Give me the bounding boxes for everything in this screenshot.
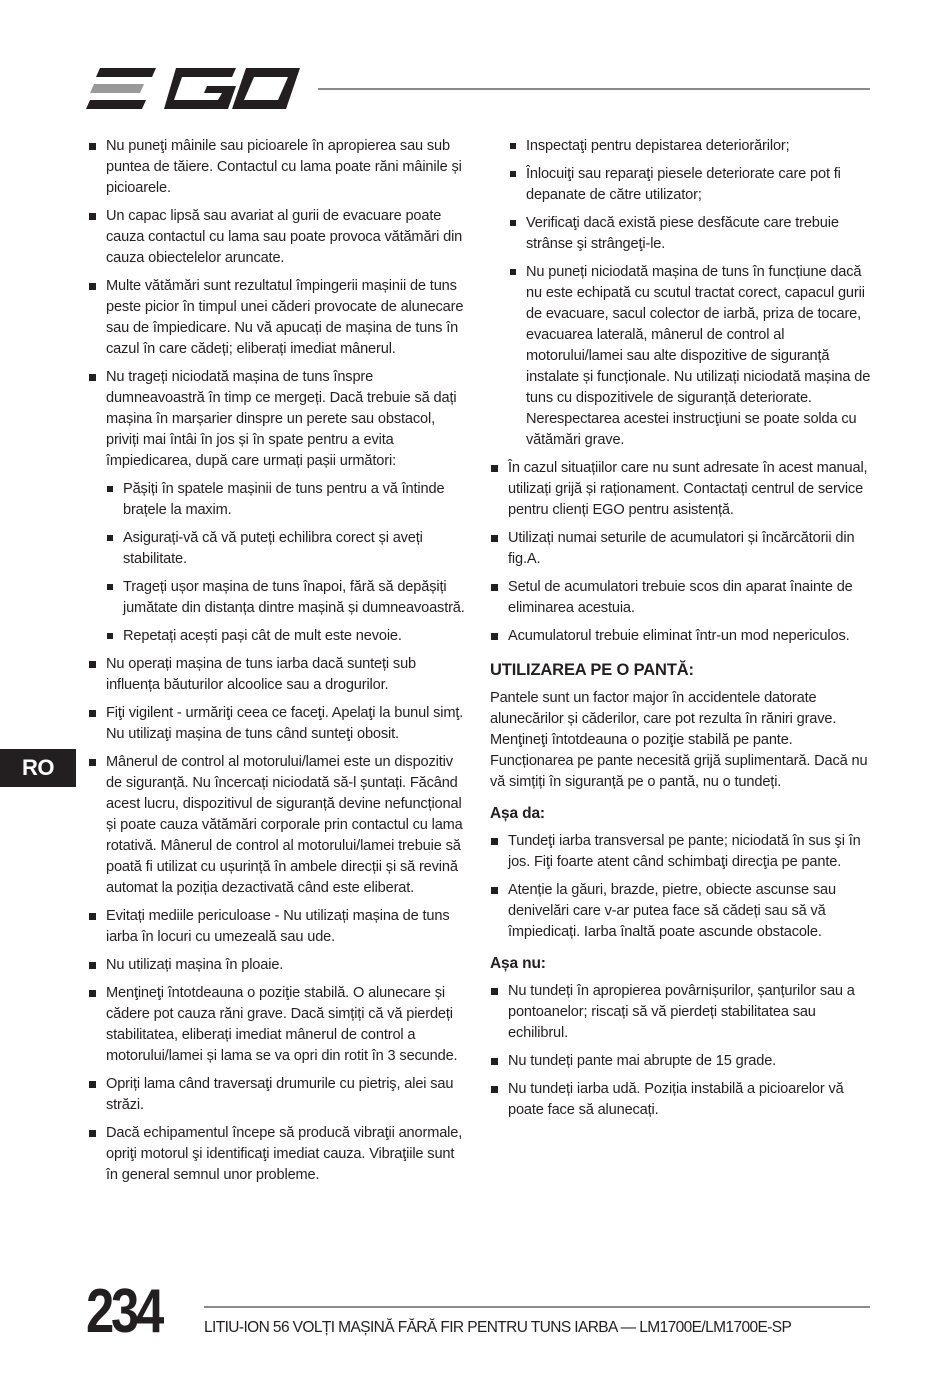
sub-list-item — [106, 626, 470, 647]
list-item — [490, 1079, 872, 1121]
left-column — [88, 136, 470, 1193]
footer-divider — [204, 1306, 870, 1308]
list-item-text: Nu trageți niciodată mașina de tuns înspre dumneavoastră în timp ce mergeți. Dacă trebuie să dați mașina în marșarier dinspre un perete sau obstacol, priviți mai întâi în jos și în spate pentru a evita împiedicarea, după care urmați pașii următori: — [106, 369, 457, 469]
right-column — [490, 136, 872, 1128]
list-item — [88, 276, 470, 360]
list-item-text: Atenție la găuri, brazde, pietre, obiecte ascunse sau denivelări care v-ar putea face să cădeți sau să vă împiedicați. Iarba înaltă poate ascunde obstacole. — [508, 882, 836, 940]
list-item-text: Mânerul de control al motorului/lamei este un dispozitiv de siguranță. Nu încercați niciodată să-l șuntați. Făcând acest lucru, dispozitivul de siguranță devine nefuncțional și poate cauza vătămări corporale prin contactul cu lama rotativă. Mânerul de control al motorului/lamei trebuie să poată fi utilizat cu ușurință în ambele direcții și să revină automat la poziția dezactivată când este eliberat. — [106, 754, 463, 896]
dont-list — [490, 981, 872, 1121]
sub-list-item-text: Pășiți în spatele mașinii de tuns pentru a vă întinde brațele la maxim. — [123, 481, 445, 518]
list-item-text: Evitați mediile periculoase - Nu utilizați mașina de tuns iarba în locuri cu umezeală sau ude. — [106, 908, 450, 945]
slope-section-heading: UTILIZAREA PE O PANTĂ: — [490, 661, 694, 679]
right-bullet-list — [490, 458, 872, 647]
list-item-text: Setul de acumulatori trebuie scos din aparat înainte de eliminarea acestuia. — [508, 579, 853, 616]
list-item-text: Nu utilizați mașina în ploaie. — [106, 957, 284, 973]
header-divider — [318, 88, 870, 90]
list-item-text: Utilizați numai seturile de acumulatori și încărcătorii din fig.A. — [508, 530, 855, 567]
list-item — [88, 983, 470, 1067]
ego-logo — [86, 64, 300, 114]
sub-list-item-text: Înlocuiţi sau reparaţi piesele deteriorate care pot fi depanate de către utilizator; — [526, 166, 841, 203]
sub-list-item-text: Asigurați-vă că vă puteți echilibra corect și aveți stabilitate. — [123, 530, 423, 567]
sub-list-item — [509, 213, 872, 255]
sub-list-item-text: Nu puneți niciodată mașina de tuns în funcțiune dacă nu este echipată cu scutul tractat corect, capacul gurii de evacuare, sacul colector de iarbă, priza de tocare, evacuarea laterală, mânerul de control al motorului/lamei sau alte dispozitive de siguranță instalate și funcționale. Nu utilizați niciodată mașina de tuns cu dispozitivele de siguranță deteriorate. Nerespectarea acestei instrucţiuni se poate solda cu vătămări grave. — [526, 264, 871, 448]
list-item-text: Nu puneţi mâinile sau picioarele în apropierea sau sub puntea de tăiere. Contactul cu lama poate răni mâinile și picioarele. — [106, 138, 462, 196]
list-item — [490, 458, 872, 521]
list-item-text: Acumulatorul trebuie eliminat într-un mod nepericulos. — [508, 628, 850, 644]
list-item — [88, 1123, 470, 1186]
do-list — [490, 831, 872, 943]
footer-title: LITIU-ION 56 VOLȚI MAȘINĂ FĂRĂ FIR PENTRU TUNS IARBA — LM1700E/LM1700E-SP — [204, 1319, 792, 1336]
list-item-text: Nu tundeți pante mai abrupte de 15 grade. — [508, 1053, 777, 1069]
sub-list-item — [106, 479, 470, 521]
sub-list-item-text: Inspectaţi pentru depistarea deteriorărilor; — [526, 138, 790, 154]
list-item-text: Fiţi vigilent - urmăriţi ceea ce faceţi. Apelaţi la bunul simţ. Nu utilizaţi mașina de tuns când sunteţi obosit. — [106, 705, 464, 742]
list-item — [88, 752, 470, 899]
list-item — [88, 206, 470, 269]
list-item-text: Opriți lama când traversaţi drumurile cu pietriş, alei sau străzi. — [106, 1076, 454, 1113]
list-item — [490, 1051, 872, 1072]
list-item — [490, 528, 872, 570]
list-item — [490, 981, 872, 1044]
sub-list-item-text: Verificaţi dacă există piese desfăcute care trebuie strânse şi strângeţi-le. — [526, 215, 839, 252]
list-item-text: Menţineţi întotdeauna o poziţie stabilă. O alunecare și cădere pot cauza răni grave. Dacă simțiți că vă pierdeți stabilitatea, eliberați imediat mânerul de control a motorului/lamei și lama se va opri din rotit în 3 secunde. — [106, 985, 458, 1064]
list-item — [88, 955, 470, 976]
sub-list-item — [106, 577, 470, 619]
list-item — [490, 831, 872, 873]
list-item — [490, 880, 872, 943]
list-item — [88, 654, 470, 696]
sub-bullet-list — [106, 479, 470, 647]
list-item — [88, 906, 470, 948]
continued-sub-bullet-list — [509, 136, 872, 451]
do-heading: Așa da: — [490, 805, 545, 822]
left-bullet-list — [88, 136, 470, 1186]
list-item-text: Dacă echipamentul începe să producă vibraţii anormale, opriţi motorul şi identificaţi imediat cauza. Vibraţiile sunt în general semnul unor probleme. — [106, 1125, 463, 1183]
dont-heading: Așa nu: — [490, 955, 546, 972]
sub-list-item — [509, 262, 872, 451]
list-item-text: În cazul situațiilor care nu sunt adresate în acest manual, utilizați grijă și raționament. Contactați centrul de service pentru clienți EGO pentru asistență. — [508, 460, 868, 518]
sub-list-item-text: Repetați acești pași cât de mult este nevoie. — [123, 628, 402, 644]
list-item-text: Nu tundeți iarba udă. Poziția instabilă a picioarelor vă poate face să alunecați. — [508, 1081, 844, 1118]
list-item — [88, 367, 470, 647]
language-tab: RO — [0, 749, 76, 787]
page-number: 234 — [86, 1277, 161, 1346]
ego-logo-mark — [86, 64, 300, 114]
sub-list-item — [509, 164, 872, 206]
list-item — [490, 626, 872, 647]
sub-list-item — [106, 528, 470, 570]
slope-intro-paragraph: Pantele sunt un factor major în accidentele datorate alunecărilor și căderilor, care pot rezulta în răniri grave. Menţineţi întotdeauna o poziţie stabilă pe pante. Funcționarea pe pante necesită grijă suplimentară. Dacă nu vă simțiți în siguranță pe o pantă, nu o tundeți. — [490, 690, 868, 790]
sub-list-item-text: Trageți ușor mașina de tuns înapoi, fără să depășiți jumătate din distanța dintre mașină și dumneavoastră. — [123, 579, 465, 616]
list-item-text: Nu tundeți în apropierea povârnișurilor, șanțurilor sau a pontoanelor; riscați să vă pierdeți stabilitatea sau echilibrul. — [508, 983, 855, 1041]
list-item — [88, 136, 470, 199]
list-item-text: Nu operați mașina de tuns iarba dacă sunteți sub influența băuturilor alcoolice sau a drogurilor. — [106, 656, 417, 693]
list-item — [88, 703, 470, 745]
sub-list-item — [509, 136, 872, 157]
list-item — [490, 577, 872, 619]
list-item-text: Multe vătămări sunt rezultatul împingerii mașinii de tuns peste picior în timpul unei căderi provocate de alunecare sau de împiedicare. Nu vă apucați de mașina de tuns în cazul în care cădeți; eliberați imediat mânerul. — [106, 278, 464, 357]
list-item-text: Tundeţi iarba transversal pe pante; niciodată în sus şi în jos. Fiţi foarte atent când schimbaţi direcţia pe pante. — [508, 833, 861, 870]
list-item-text: Un capac lipsă sau avariat al gurii de evacuare poate cauza contactul cu lama sau poate provoca vătămări din cauza obiectelelor aruncate. — [106, 208, 463, 266]
list-item — [88, 1074, 470, 1116]
